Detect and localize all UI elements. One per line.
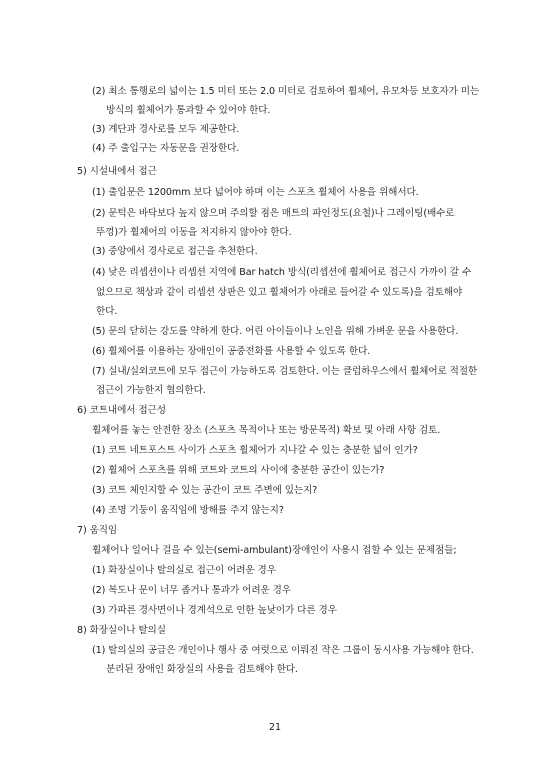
section-6-item-1: (1) 코트 네트포스트 사이가 스포츠 휠체어가 지나갈 수 있는 충분한 넓이 인가? — [92, 445, 418, 456]
section-6-item-4: (4) 조명 기둥이 움직임에 방해를 주지 않는지? — [92, 505, 284, 516]
section-5-item-5: (5) 문의 닫히는 강도를 약하게 한다. 어린 아이들이나 노인을 위해 가벼운 문을 사용한다. — [92, 326, 459, 337]
section-5-item-7-continuation: 접근이 가능한지 협의한다. — [96, 385, 206, 396]
section-8-item-1-continuation: 분리된 장애인 화장실의 사용을 검토해야 한다. — [106, 664, 298, 675]
section-6-item-2: (2) 휠체어 스포츠를 위해 코트와 코트의 사이에 충분한 공간이 있는가? — [92, 465, 385, 476]
section-7-item-2: (2) 복도나 문이 너무 좁거나 통과가 어려운 경우 — [92, 585, 291, 596]
section-5-item-7: (7) 실내/실외코트에 모두 접근이 가능하도록 검토한다. 이는 클럽하우스에서 휠체어로 적절한 — [92, 366, 478, 377]
section-5-heading: 5) 시설내에서 접근 — [77, 166, 157, 177]
section-7-intro: 휠체어나 일어나 걸을 수 있는(semi-ambulant)장애인이 사용시 접할 수 있는 문제점들; — [92, 545, 457, 556]
section-5-item-1: (1) 출입문은 1200mm 보다 넓어야 하며 이는 스포츠 휠체어 사용을 위해서다. — [92, 187, 419, 198]
section-5-item-2: (2) 문턱은 바닥보다 높지 않으며 주의할 점은 매트의 파인정도(요철)나 그레이팅(배수로 — [92, 208, 455, 219]
item-2-continuation: 방식의 휠체어가 통과할 수 있어야 한다. — [106, 105, 271, 116]
section-6-item-3: (3) 코트 체인지할 수 있는 공간이 코트 주변에 있는지? — [92, 485, 318, 496]
section-5-item-3: (3) 중앙에서 경사로로 접근을 추천한다. — [92, 246, 258, 257]
section-5-item-6: (6) 휠체어를 이용하는 장애인이 공중전화를 사용할 수 있도록 한다. — [92, 346, 371, 357]
section-5-item-4: (4) 낮은 리셉션이나 리셉션 지역에 Bar hatch 방식(리셉션에 휠체어로 접근시 가까이 갈 수 — [92, 267, 472, 278]
section-8-item-1: (1) 탈의실의 공급은 개인이나 행사 중 여럿으로 이뤄진 작은 그룹이 동시사용 가능해야 한다. — [92, 645, 474, 656]
item-3-stairs-ramps: (3) 계단과 경사로를 모두 제공한다. — [92, 124, 240, 135]
section-6-intro: 휠체어를 놓는 안전한 장소 (스포츠 목적이나 또는 방문목적) 확보 및 아래 사항 검토. — [92, 425, 441, 436]
item-2-min-passage-width: (2) 최소 통행로의 넓이는 1.5 미터 또는 2.0 미터로 검토하여 휠체어, 유모차등 보호자가 미는 — [92, 86, 480, 97]
section-7-item-3: (3) 가파른 경사면이나 경계석으로 인한 높낮이가 다른 경우 — [92, 605, 337, 616]
page-number: 21 — [268, 722, 282, 733]
section-8-heading: 8) 화장실이나 탈의실 — [77, 625, 166, 636]
section-7-heading: 7) 움직임 — [77, 525, 118, 536]
section-5-item-2-continuation: 뚜껑)가 휠체어의 이동을 저지하지 않아야 한다. — [96, 227, 292, 238]
section-7-item-1: (1) 화장실이나 탈의실로 접근이 어려운 경우 — [92, 565, 276, 576]
section-5-item-4-continuation-2: 한다. — [96, 306, 118, 317]
section-5-item-4-continuation: 없으므로 책상과 같이 리셉션 상판은 있고 휠체어가 아래로 들어갈 수 있도록)을 검토해야 — [96, 287, 463, 298]
section-6-heading: 6) 코트내에서 접근성 — [77, 405, 166, 416]
item-4-automatic-door: (4) 주 출입구는 자동문을 권장한다. — [92, 143, 240, 154]
